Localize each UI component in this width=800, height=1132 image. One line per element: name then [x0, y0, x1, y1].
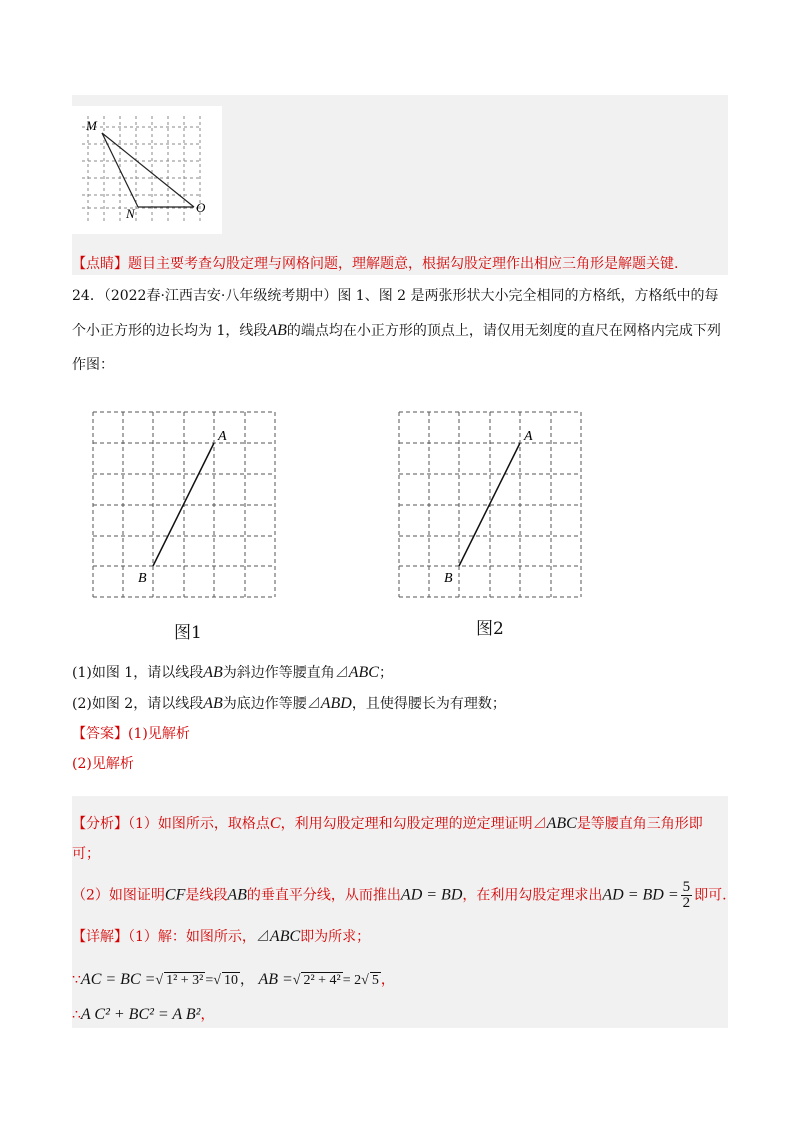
fraction-five-halves [681, 880, 693, 911]
detail-text: 即为所求； [300, 929, 371, 945]
analysis-text: 是线段 [185, 887, 228, 904]
label-n: N [126, 206, 135, 221]
equation-ad-bd: AD = BD [400, 886, 463, 904]
figure-1-grid [92, 410, 278, 602]
part-text: ； [378, 665, 393, 681]
triangle-symbol: ⊿ [255, 929, 270, 945]
segment-ab: AB [227, 886, 247, 904]
dianjing-note: 【点睛】题目主要考查勾股定理与网格问题，理解题意，根据勾股定理作出相应三角形是解题关键. [72, 256, 679, 272]
sqrt-radical: √ [155, 973, 164, 988]
triangle-mno-svg [72, 106, 222, 234]
equation-pythagoras: A C² + BC² = A B² [80, 1006, 201, 1023]
analysis-text: （2）如图证明 [72, 887, 165, 904]
detail-line2 [72, 967, 395, 994]
part-text: ，且使得腰长为有理数； [351, 696, 506, 712]
label-o: O [196, 200, 206, 215]
triangle-abc: ABC [348, 664, 379, 681]
question-24-line1: 24．（2022春·江西吉安·八年级统考期中）图 1、图 2 是两张形状大小完全相同的方格纸，方格纸中的每 [72, 288, 719, 304]
part-text: (1)如图 1，请以线段 [72, 665, 204, 681]
question-24-line3: 作图： [72, 357, 114, 373]
comma: ， [200, 1007, 215, 1023]
label-a: A [218, 429, 227, 444]
triangle-abd: ABD [320, 695, 352, 712]
sqrt-1-plus-9: 1² + 3² [166, 973, 204, 988]
part-1 [72, 662, 393, 684]
sqrt-10: 10 [223, 973, 238, 988]
label-m: M [86, 118, 97, 133]
grid-lines [82, 116, 202, 221]
sqrt-radical: √ [292, 973, 301, 988]
triangle-symbol: ⊿ [532, 816, 547, 832]
analysis-text: 【分析】（1）如图所示，取格点 [72, 816, 270, 832]
sqrt-5: 5 [371, 973, 379, 988]
therefore-symbol: ∴ [72, 1007, 81, 1023]
analysis-line3 [72, 880, 727, 911]
triangle-mno-figure [72, 106, 222, 234]
answer-line2: (2)见解析 [72, 756, 134, 772]
figure-2 [398, 410, 584, 606]
triangle-abc: ABC [269, 928, 301, 945]
sqrt-radical: √ [213, 973, 221, 988]
fraction-denominator: 2 [682, 895, 691, 911]
label-b: B [444, 571, 453, 586]
figure-1 [92, 410, 278, 606]
figure-2-grid [398, 410, 584, 602]
segment-ab: AB [203, 695, 223, 712]
question-text: 个小正方形的边长均为 1，线段 [72, 323, 268, 339]
analysis-line1 [72, 813, 703, 835]
sqrt-4-plus-16: 2² + 4² [303, 973, 341, 988]
equation-ab: AB = [258, 971, 293, 988]
triangle-symbol: ⊿ [334, 665, 349, 681]
line-cf: CF [164, 886, 186, 904]
label-a: A [524, 429, 533, 444]
part-text: 为斜边作等腰直角 [222, 665, 335, 681]
analysis-text: ，利用勾股定理和勾股定理的逆定理证明 [280, 816, 533, 832]
analysis-line2: 可； [72, 846, 100, 862]
analysis-text: ，在利用勾股定理求出 [462, 887, 603, 904]
part-text: (2)如图 2，请以线段 [72, 696, 204, 712]
figure-1-caption: 图1 [174, 623, 202, 643]
analysis-text: 是等腰直角三角形即 [576, 816, 703, 832]
detail-text: 【详解】（1）解：如图所示， [72, 929, 256, 945]
part-text: 为底边作等腰 [222, 696, 307, 712]
sqrt-radical: √ [361, 973, 369, 988]
equation-ac-bc: AC = BC = [80, 971, 156, 988]
figure-2-caption: 图2 [476, 619, 504, 639]
because-symbol: ∵ [72, 972, 81, 988]
question-text: 的端点均在小正方形的顶点上，请仅用无刻度的直尺在网格内完成下列 [286, 323, 721, 339]
label-b: B [138, 571, 147, 586]
detail-line1 [72, 926, 370, 948]
fraction-numerator: 5 [682, 879, 691, 895]
equation-ad-bd-value: AD = BD = [602, 886, 679, 904]
segment-ab: AB [267, 322, 287, 339]
segment-ab: AB [203, 664, 223, 681]
point-c: C [269, 815, 281, 832]
equals-sign: = [205, 973, 214, 988]
equals-two: = 2 [342, 973, 362, 988]
part-2 [72, 693, 506, 715]
analysis-text: 的垂直平分线，从而推出 [246, 887, 401, 904]
analysis-text: 即可. [694, 887, 727, 904]
comma: ， [239, 972, 254, 988]
comma: ， [380, 972, 395, 988]
detail-line3 [72, 1004, 214, 1026]
question-24-line2 [72, 320, 721, 342]
triangle-abc: ABC [546, 815, 577, 832]
answer-line1: 【答案】(1)见解析 [72, 726, 190, 742]
triangle-symbol: ⊿ [306, 696, 321, 712]
